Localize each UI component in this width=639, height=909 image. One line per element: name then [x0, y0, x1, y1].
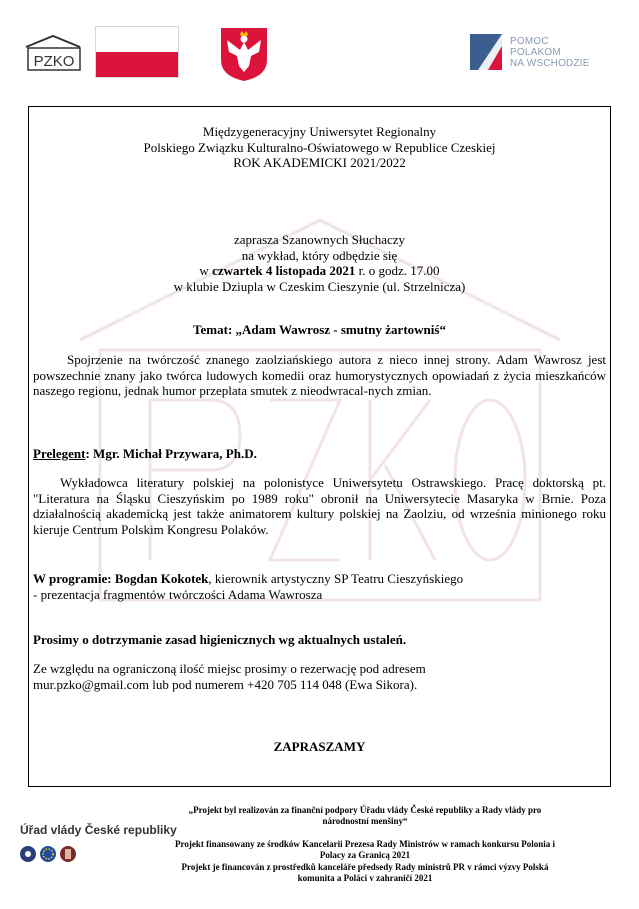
intro-line-1: Międzygeneracyjny Uniwersytet Regionalny	[202, 124, 437, 139]
urad-vlady-logo-text: Úřad vlády České republiky	[20, 823, 177, 837]
invite-date-prefix: w	[199, 263, 213, 278]
lecture-description: Spojrzenie na twórczość znanego zaolziańskiego autora z nieco innej strony. Adam Wawrosz jest powszechnie znany jako twórca ludowych komedii oraz humorystycznych opowiadań z życia mieszkańców naszego regionu, jednak humor przeplata smutek z nieodwracal-nych zmian.	[33, 352, 606, 398]
footer-note-polish-funding: Projekt finansowany ze środków Kancelarii Prezesa Rady Ministrów w ramach konkursu Polonia i Polacy za Granicą 2021	[175, 839, 555, 860]
program-performer: W programie: Bogdan Kokotek	[33, 571, 209, 586]
pzko-logo-text: PZKO	[33, 53, 75, 70]
pomoc-line-3: NA WSCHODZIE	[510, 58, 590, 69]
program-block	[33, 571, 606, 602]
invite-line-1: zaprasza Szanownych Słuchaczy	[233, 232, 406, 247]
pomoc-polakom-logo	[470, 34, 600, 74]
pomoc-line-2: POLAKOM	[510, 47, 561, 58]
eu-stars-icon	[40, 846, 56, 862]
program-line-2: - prezentacja fragmentów twórczości Adama Wawrosza	[33, 586, 323, 602]
reservation-line-2: mur.pzko@gmail.com lub pod numerem +420 705 114 048 (Ewa Sikora).	[33, 676, 418, 692]
lecture-topic: Temat: „Adam Wawrosz - smutny żartowniś“	[193, 322, 446, 337]
invite-line-2: na wykład, który odbędzie się	[241, 247, 398, 263]
lecturer-label: Prelegent	[33, 446, 86, 461]
program-performer-role: , kierownik artystyczny SP Teatru Cieszyńskiego	[208, 571, 464, 586]
footer-note-polish-funding-cz: Projekt je financován z prostředků kanceláře předsedy Rady ministrů PR v rámci výzvy Polská komunita a Poláci v zahraničí 2021	[181, 862, 549, 883]
intro-line-2: Polskiego Związku Kulturalno-Oświatowego w Republice Czeskiej	[143, 139, 496, 155]
reservation-line-1: Ze względu na ograniczoną ilość miejsc prosimy o rezerwację pod adresem	[33, 661, 426, 676]
badge-3-icon	[60, 846, 76, 862]
invitation-block	[28, 232, 611, 294]
invite-time: r. o godz. 17.00	[355, 263, 440, 278]
intro-block	[28, 124, 611, 171]
polish-flag	[95, 26, 179, 78]
pomoc-polakom-mark	[470, 34, 502, 70]
pzko-logo	[22, 33, 84, 73]
invite-date: czwartek 4 listopada 2021	[212, 263, 356, 278]
invite-location: w klubie Dziupla w Czeskim Cieszynie (ul. Strzelnicza)	[173, 278, 466, 294]
lecturer-bio: Wykładowca literatury polskiej na polonistyce Uniwersytetu Ostrawskiego. Pracę doktorską pt. "Literatura na Śląsku Cieszyńskim po 1989 roku" obronił na Uniwersytecie Masaryka w Brnie. Poza działalnością akademicką jest także animatorem kultury polskiej na Zaolziu, od września minionego roku kieruje Centrum Polskim Kongresu Polaków.	[33, 475, 606, 537]
polish-eagle-emblem	[219, 26, 269, 82]
invite-date-line	[28, 263, 611, 279]
pomoc-line-1: POMOC	[510, 36, 549, 47]
reservation-block	[33, 661, 606, 692]
lecturer-line	[33, 446, 606, 462]
hygiene-notice: Prosimy o dotrzymanie zasad higienicznych wg aktualnych ustaleń.	[33, 632, 407, 647]
footer-note-czech-support: „Projekt byl realizován za finanční podpory Úřadu vlády České republiky a Rady vlády pro národnostní menšiny“	[188, 805, 542, 826]
badge-1-icon	[20, 846, 36, 862]
intro-line-3: ROK AKADEMICKI 2021/2022	[233, 155, 406, 170]
program-line-1	[33, 571, 606, 587]
lecturer-name: : Mgr. Michał Przywara, Ph.D.	[85, 446, 257, 461]
closing-invitation: ZAPRASZAMY	[273, 739, 366, 754]
footer-badges	[20, 843, 80, 865]
pomoc-polakom-text	[510, 36, 590, 69]
